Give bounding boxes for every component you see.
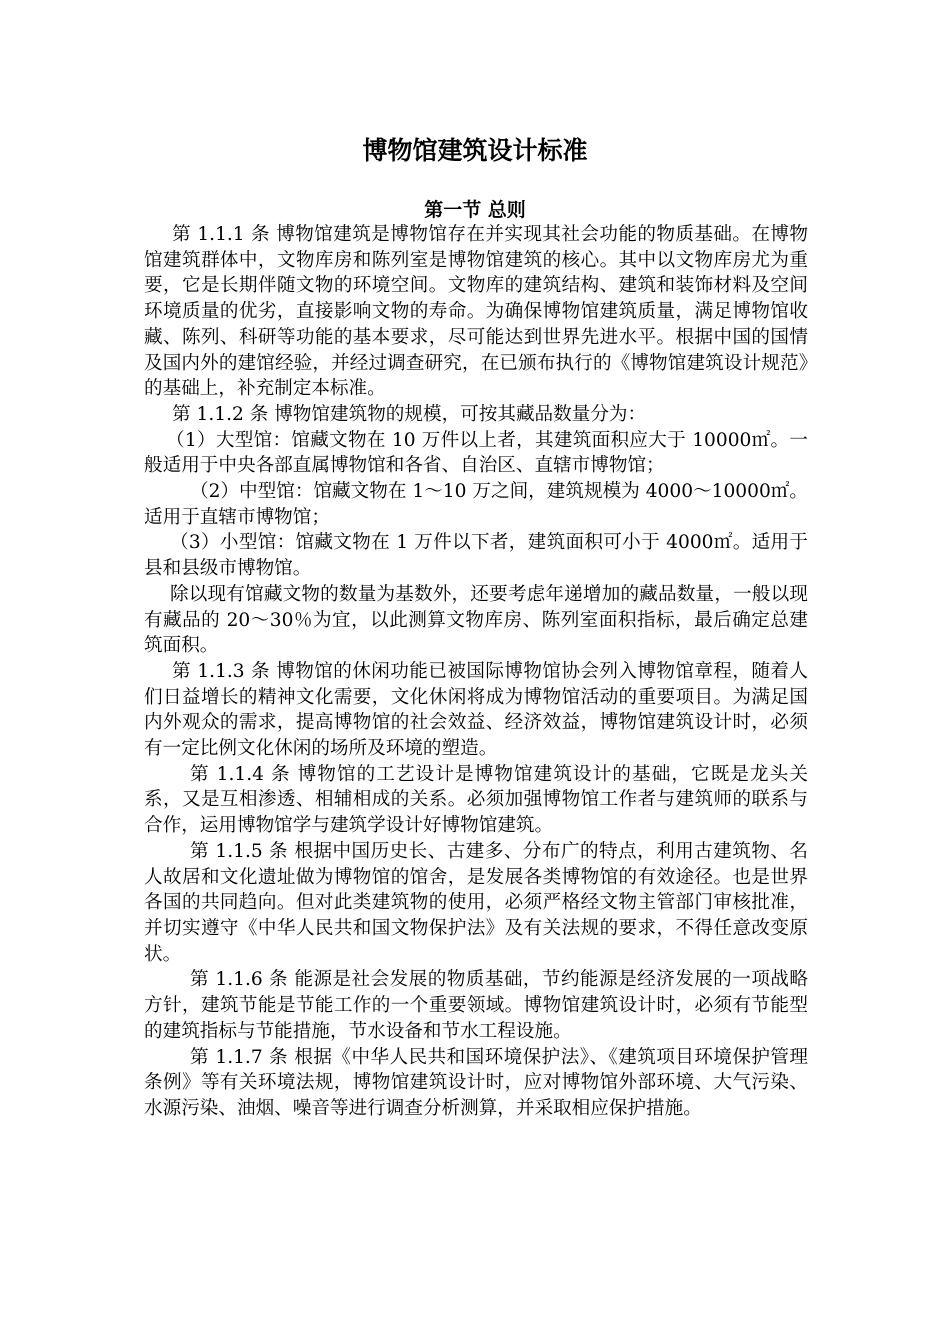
section-title: 第一节 总则 — [424, 199, 526, 221]
paragraph-1-1-4: 第 1.1.4 条 博物馆的工艺设计是博物馆建筑设计的基础，它既是龙头关系，又是互相渗透、相辅相成的关系。必须加强博物馆工作者与建筑师的联系与合作，运用博物馆学与建筑学设计好博物馆建筑。 — [144, 763, 808, 837]
paragraph-1-1-7: 第 1.1.7 条 根据《中华人民共和国环境保护法》、《建筑项目环境保护管理条例》等有关环境法规，博物馆建筑设计时，应对博物馆外部环境、大气污染、水源污染、油烟、噪音等进行调查分析测算，并采取相应保护措施。 — [144, 1046, 808, 1119]
paragraph-collection-growth: 除以现有馆藏文物的数量为基数外，还要考虑年递增加的藏品数量，一般以现有藏品的 20～30％为宜，以此测算文物库房、陈列室面积指标，最后确定总建筑面积。 — [144, 583, 808, 657]
paragraph-1-1-2: 第 1.1.2 条 博物馆建筑物的规模，可按其藏品数量分为： — [172, 403, 647, 425]
paragraph-large-museum: （1）大型馆：馆藏文物在 10 万件以上者，其建筑面积应大于 10000㎡。一般适用于中央各部直属博物馆和各省、自治区、直辖市博物馆； — [144, 429, 808, 477]
document-title: 博物馆建筑设计标准 — [362, 136, 588, 165]
paragraph-1-1-3: 第 1.1.3 条 博物馆的休闲功能已被国际博物馆协会列入博物馆章程，随着人们日益增长的精神文化需要，文化休闲将成为博物馆活动的重要项目。为满足国内外观众的需求，提高博物馆的社会效益、经济效益，博物馆建筑设计时，必须有一定比例文化休闲的场所及环境的塑造。 — [144, 660, 808, 760]
paragraph-1-1-5: 第 1.1.5 条 根据中国历史长、古建多、分布广的特点，利用古建筑物、名人故居和文化遗址做为博物馆的馆舍，是发展各类博物馆的有效途径。也是世界各国的共同趋向。但对此类建筑物的使用，必须严格经文物主管部门审核批准，并切实遵守《中华人民共和国文物保护法》及有关法规的要求，不得任意改变原状。 — [144, 840, 808, 965]
document-body — [144, 222, 808, 1122]
paragraph-1-1-1: 第 1.1.1 条 博物馆建筑是博物馆存在并实现其社会功能的物质基础。在博物馆建筑群体中，文物库房和陈列室是博物馆建筑的核心。其中以文物库房尤为重要，它是长期伴随文物的环境空间。文物库的建筑结构、建筑和装饰材料及空间环境质量的优劣，直接影响文物的寿命。为确保博物馆建筑质量，满足博物馆收藏、陈列、科研等功能的基本要求，尽可能达到世界先进水平。根据中国的国情及国内外的建馆经验，并经过调查研究，在已颁布执行的《博物馆建筑设计规范》的基础上，补充制定本标准。 — [144, 224, 808, 400]
paragraph-small-museum: （3）小型馆：馆藏文物在 1 万件以下者，建筑面积可小于 4000㎡。适用于县和县级市博物馆。 — [144, 532, 808, 580]
paragraph-1-1-6: 第 1.1.6 条 能源是社会发展的物质基础，节约能源是经济发展的一项战略方针，建筑节能是节能工作的一个重要领域。博物馆建筑设计时，必须有节能型的建筑指标与节能措施，节水设备和节水工程设施。 — [144, 969, 808, 1042]
paragraph-medium-museum: （2）中型馆：馆藏文物在 1～10 万之间，建筑规模为 4000～10000㎡。适用于直辖市博物馆； — [144, 481, 808, 528]
